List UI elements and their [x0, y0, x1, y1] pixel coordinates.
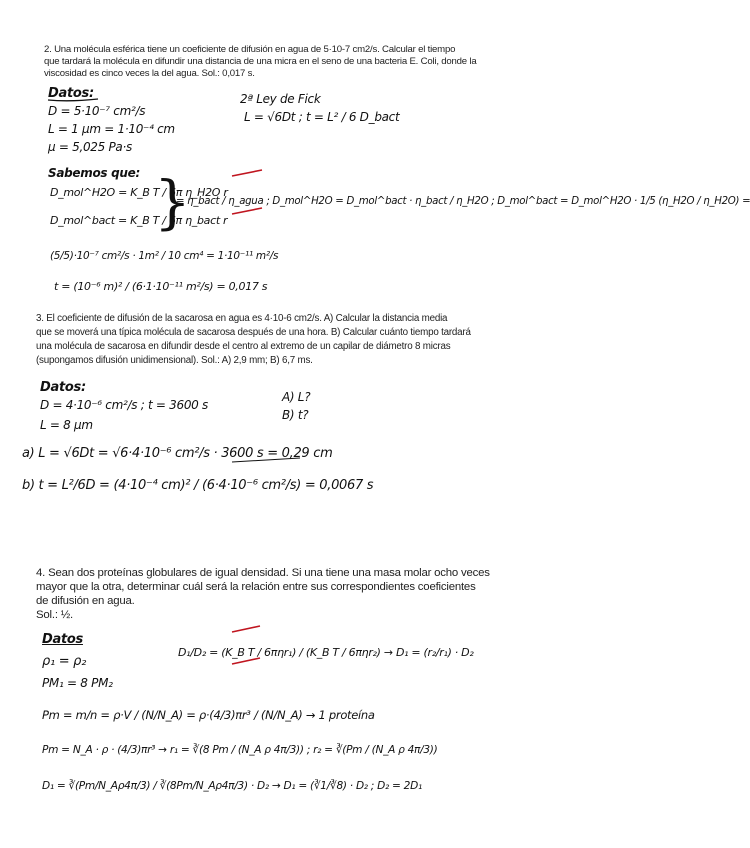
p4-molar-mass-derivation: Pm = m/n = ρ·V / (N/N_A) = ρ·(4/3)πr³ / (N/N_A) → 1 proteína: [42, 708, 375, 722]
p4-strike-1: [232, 626, 260, 632]
problem-4-statement-line-3: de difusión en agua.: [36, 595, 135, 607]
p4-density: ρ₁ = ρ₂: [42, 654, 86, 669]
p4-datos-label: Datos: [42, 632, 83, 647]
p2-d-water-formula: D_mol^H2O = K_B T / 6π η_H2O r: [50, 186, 228, 199]
p3-fraction-bar: [232, 458, 300, 462]
p3-given-values: D = 4·10⁻⁶ cm²/s ; t = 3600 s: [40, 398, 208, 412]
p2-viscosity: μ = 5,025 Pa·s: [48, 140, 132, 154]
p3-answer-b: b) t = L²/6D = (4·10⁻⁴ cm)² / (6·4·10⁻⁶ cm²/s) = 0,0067 s: [22, 478, 374, 493]
p2-time-result: t = (10⁻⁶ m)² / (6·1·10⁻¹¹ m²/s) = 0,017 s: [54, 280, 268, 293]
p2-datos-label: Datos:: [48, 86, 94, 101]
problem-4-solution: Sol.: ½.: [36, 609, 74, 621]
p4-diffusion-ratio: D₁/D₂ = (K_B T / 6πηr₁) / (K_B T / 6πηr₂) → D₁ = (r₂/r₁) · D₂: [178, 646, 474, 659]
p3-datos-label: Datos:: [40, 380, 86, 395]
p4-radius-expressions: Pm = N_A · ρ · (4/3)πr³ → r₁ = ∛(8 Pm / (N_A ρ 4π/3)) ; r₂ = ∛(Pm / (N_A ρ 4π/3)): [42, 744, 438, 756]
problem-4-statement-line-2: mayor que la otra, determinar cuál será la relación entre sus correspondientes coeficientes: [36, 581, 476, 593]
problem-3-statement-line-1: 3. El coeficiente de difusión de la sacarosa en agua es 4·10-6 cm2/s. A) Calcular la distancia media: [36, 313, 448, 324]
p4-molar-mass: PM₁ = 8 PM₂: [42, 676, 113, 690]
p3-length: L = 8 μm: [40, 418, 93, 432]
p2-d-bacteria-formula: D_mol^bact = K_B T / 6π η_bact r: [50, 214, 228, 227]
problem-2-statement-line-3: viscosidad es cinco veces la del agua. Sol.: 0,017 s.: [44, 68, 255, 79]
problem-4-statement-line-1: 4. Sean dos proteínas globulares de igual densidad. Si una tiene una masa molar ocho veces: [36, 567, 490, 579]
p4-final-relation: D₁ = ∛(Pm/N_Aρ4π/3) / ∛(8Pm/N_Aρ4π/3) · D₂ → D₁ = (∛1/∛8) · D₂ ; D₂ = 2D₁: [42, 780, 422, 792]
p2-strike-1: [232, 170, 262, 176]
problem-2-statement-line-1: 2. Una molécula esférica tiene un coeficiente de difusión en agua de 5·10-7 cm2/s. Calcular el tiempo: [44, 44, 456, 55]
p2-ratio-derivation: = η_bact / η_agua ; D_mol^H2O = D_mol^bact · η_bact / η_H2O ; D_mol^bact = D_mol^H2O · 1/5 (η_H2O / η_H2O) =: [176, 196, 750, 207]
p4-strike-2: [232, 658, 260, 664]
p3-question-b: B) t?: [282, 408, 309, 422]
problem-3-statement-line-3: una molécula de sacarosa en difundir desde el centro al extremo de un capilar de diámetro 8 micras: [36, 341, 451, 352]
p2-diffusion-coefficient: D = 5·10⁻⁷ cm²/s: [48, 104, 146, 118]
p2-strike-2: [232, 208, 262, 214]
problem-3-statement-line-2: que se moverá una típica molécula de sacarosa después de una hora. B) Calcular cuánto tiempo tardará: [36, 327, 471, 338]
p2-fick-title: 2ª Ley de Fick: [240, 92, 321, 106]
problem-2-statement-line-2: que tardará la molécula en difundir una distancia de una micra en el seno de una bacteria E. Coli, donde la: [44, 56, 477, 67]
p2-length: L = 1 μm = 1·10⁻⁴ cm: [48, 122, 175, 136]
p3-answer-a: a) L = √6Dt = √6·4·10⁻⁶ cm²/s · 3600 s = 0,29 cm: [22, 446, 333, 461]
p2-sabemos-que: Sabemos que:: [48, 166, 141, 180]
p3-question-a: A) L?: [282, 390, 311, 404]
p2-curly-brace: }: [154, 168, 191, 236]
problem-3-statement-line-4: (supongamos difusión unidimensional). Sol.: A) 2,9 mm; B) 6,7 ms.: [36, 355, 313, 366]
p2-datos-underline: [48, 99, 98, 101]
p2-unit-conversion: (5/5)·10⁻⁷ cm²/s · 1m² / 10 cm⁴ = 1·10⁻¹¹ m²/s: [50, 250, 279, 262]
p2-fick-equation: L = √6Dt ; t = L² / 6 D_bact: [244, 110, 400, 124]
